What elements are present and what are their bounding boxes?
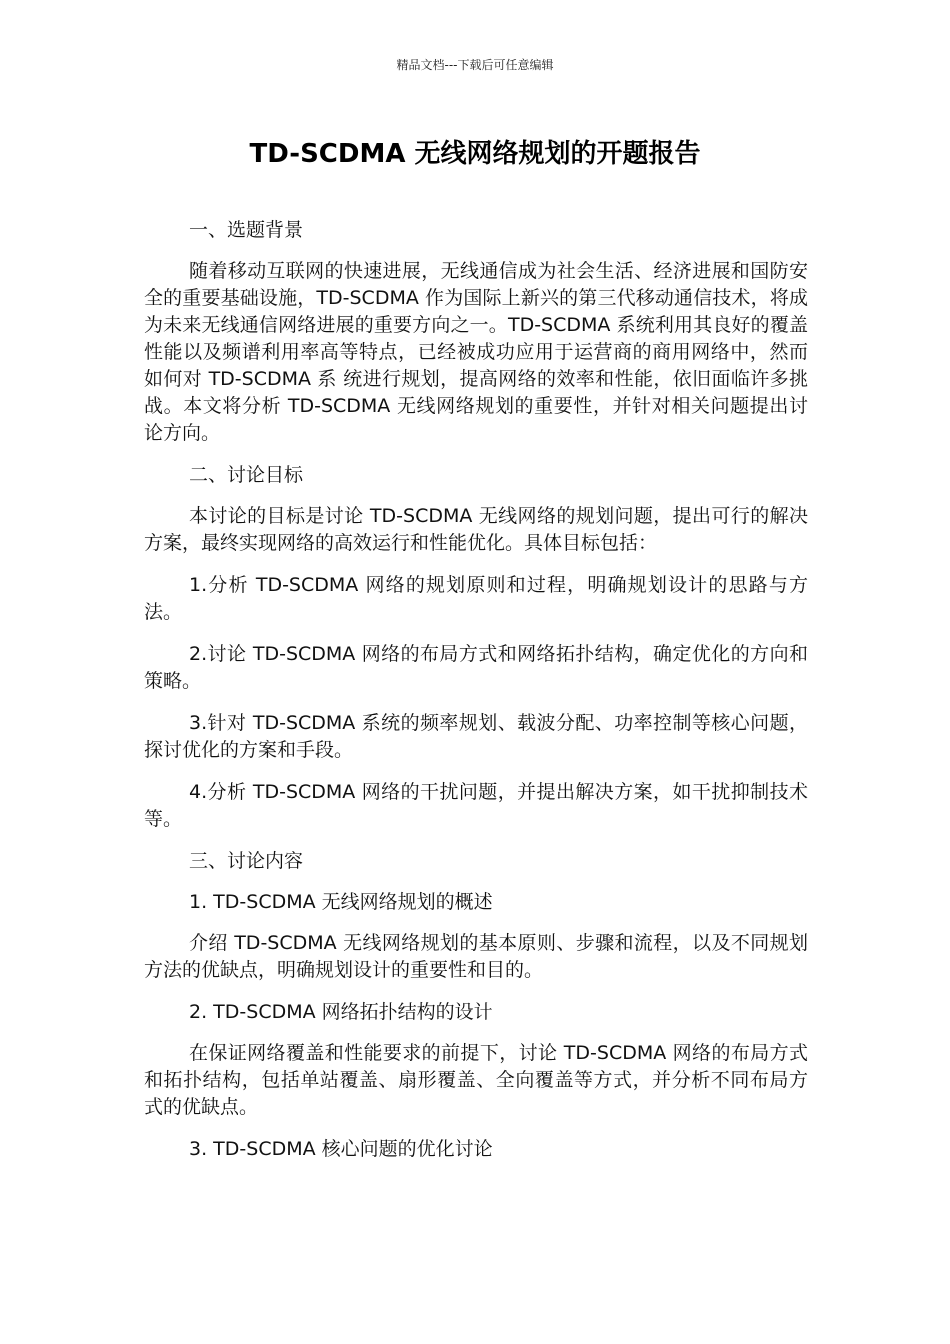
goal-item-2: 2.讨论 TD-SCDMA 网络的布局方式和网络拓扑结构，确定优化的方向和策略。 — [144, 643, 808, 692]
document-title: TD-SCDMA 无线网络规划的开题报告 — [249, 139, 701, 169]
subheading-topology: 2. TD-SCDMA 网络拓扑结构的设计 — [189, 1001, 493, 1023]
document-body — [144, 217, 808, 1177]
paragraph-topology: 在保证网络覆盖和性能要求的前提下，讨论 TD-SCDMA 网络的布局方式和拓扑结构，包括单站覆盖、扇形覆盖、全向覆盖等方式，并分析不同布局方式的优缺点。 — [144, 1042, 808, 1118]
section-heading-content: 三、讨论内容 — [189, 850, 304, 872]
paragraph-background: 随着移动互联网的快速进展，无线通信成为社会生活、经济进展和国防安全的重要基础设施，TD-SCDMA 作为国际上新兴的第三代移动通信技术，将成为未来无线通信网络进展的重要方向之一。TD-SCDMA 系统利用其良好的覆盖性能以及频谱利用率高等特点，已经被成功应用于运营商的商用网络中，然而如何对 TD-SCDMA 系 统进行规划，提高网络的效率和性能，依旧面临许多挑战。本文将分析 TD-SCDMA 无线网络规划的重要性，并针对相关问题提出讨论方向。 — [144, 260, 808, 444]
goal-item-3: 3.针对 TD-SCDMA 系统的频率规划、载波分配、功率控制等核心问题，探讨优化的方案和手段。 — [144, 712, 808, 761]
goal-item-1: 1.分析 TD-SCDMA 网络的规划原则和过程，明确规划设计的思路与方法。 — [144, 574, 808, 623]
goal-item-4: 4.分析 TD-SCDMA 网络的干扰问题，并提出解决方案，如干扰抑制技术等。 — [144, 781, 808, 830]
subheading-core-optimization: 3. TD-SCDMA 核心问题的优化讨论 — [189, 1138, 493, 1160]
subheading-overview: 1. TD-SCDMA 无线网络规划的概述 — [189, 891, 493, 913]
paragraph-overview: 介绍 TD-SCDMA 无线网络规划的基本原则、步骤和流程，以及不同规划方法的优缺点，明确规划设计的重要性和目的。 — [144, 932, 808, 981]
section-heading-background: 一、选题背景 — [189, 219, 304, 241]
paragraph-goals-intro: 本讨论的目标是讨论 TD-SCDMA 无线网络的规划问题，提出可行的解决方案，最终实现网络的高效运行和性能优化。具体目标包括： — [144, 505, 808, 554]
header-note: 精品文档---下载后可任意编辑 — [396, 58, 554, 72]
section-heading-goals: 二、讨论目标 — [189, 464, 304, 486]
